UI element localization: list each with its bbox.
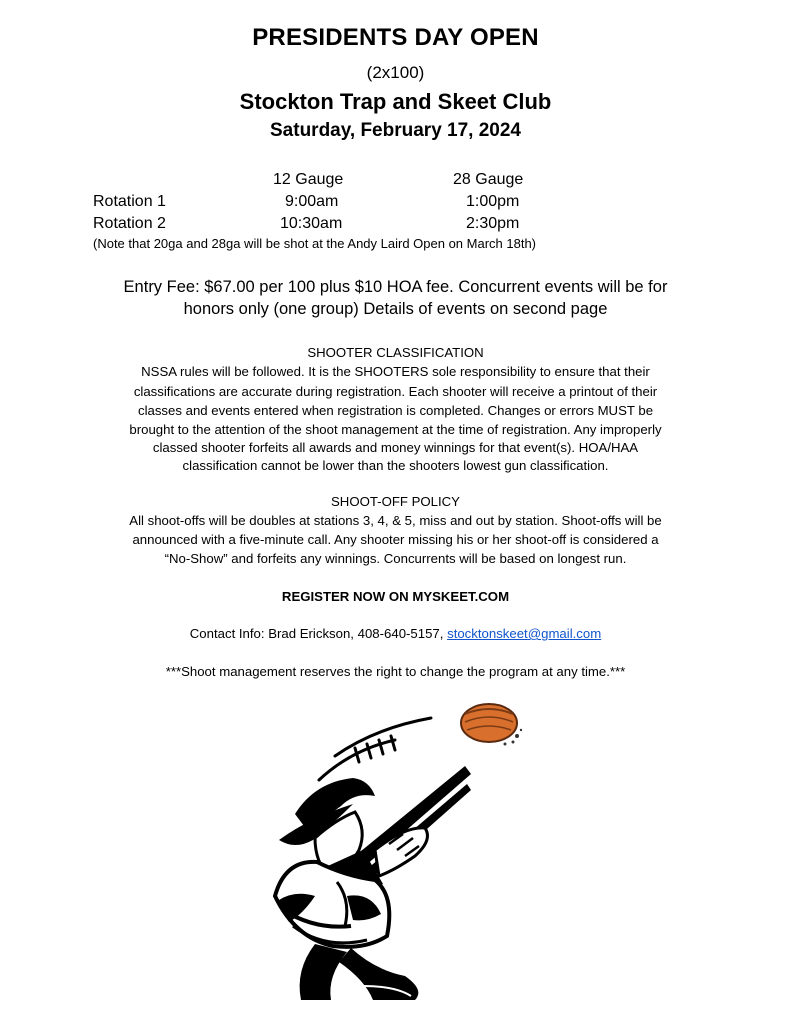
classification-line: classifications are accurate during registration. Each shooter will receive a printout of their — [133, 384, 658, 399]
rotation-2-12-gauge-time: 10:30am — [280, 215, 343, 232]
shootoff-line: announced with a five-minute call. Any shooter missing his or her shoot-off is considered a — [132, 532, 659, 547]
event-title: PRESIDENTS DAY OPEN — [252, 24, 539, 51]
classification-line: classed shooter forfeits all awards and money winnings for that event(s). HOA/HAA — [152, 440, 639, 455]
classification-line: NSSA rules will be followed. It is the SHOOTERS sole responsibility to ensure that their — [141, 364, 650, 379]
entry-fee-line-1: Entry Fee: $67.00 per 100 plus $10 HOA fee. Concurrent events will be for — [123, 278, 668, 296]
shootoff-heading: SHOOT-OFF POLICY — [331, 494, 460, 509]
rotation-1-label: Rotation 1 — [93, 193, 166, 210]
column-header-28-gauge: 28 Gauge — [453, 171, 524, 188]
clay-target-icon — [461, 704, 522, 746]
contact-info — [0, 624, 791, 644]
event-date: Saturday, February 17, 2024 — [270, 120, 521, 141]
club-name: Stockton Trap and Skeet Club — [239, 89, 552, 114]
contact-prefix: Contact Info: Brad Erickson, 408-640-5157, — [189, 626, 448, 641]
rotation-2-28-gauge-time: 2:30pm — [466, 215, 520, 232]
classification-heading: SHOOTER CLASSIFICATION — [307, 345, 484, 360]
event-format: (2x100) — [366, 63, 425, 82]
entry-fee-line-2: honors only (one group) Details of events on second page — [183, 300, 608, 318]
disclaimer: ***Shoot management reserves the right to change the program at any time.*** — [165, 664, 626, 679]
classification-line: classes and events entered when registration is completed. Changes or errors MUST be — [137, 403, 654, 418]
rotation-2-label: Rotation 2 — [93, 215, 166, 232]
contact-email-link[interactable]: stocktonskeet@gmail.com — [447, 626, 602, 641]
rotation-1-12-gauge-time: 9:00am — [285, 193, 339, 210]
skeet-shooter-illustration — [255, 700, 545, 1010]
column-header-12-gauge: 12 Gauge — [273, 171, 344, 188]
shootoff-line: All shoot-offs will be doubles at stations 3, 4, & 5, miss and out by station. Shoot-offs will be — [129, 513, 662, 528]
classification-line: brought to the attention of the shoot management at the time of registration. Any improperly — [129, 422, 662, 437]
classification-line: classification cannot be lower than the shooters lowest gun classification. — [182, 458, 609, 473]
register-callout: REGISTER NOW ON MYSKEET.COM — [281, 589, 510, 604]
schedule-note: (Note that 20ga and 28ga will be shot at the Andy Laird Open on March 18th) — [93, 236, 537, 251]
rotation-1-28-gauge-time: 1:00pm — [466, 193, 520, 210]
shootoff-line: “No-Show” and forfeits any winnings. Concurrents will be based on longest run. — [164, 551, 627, 566]
